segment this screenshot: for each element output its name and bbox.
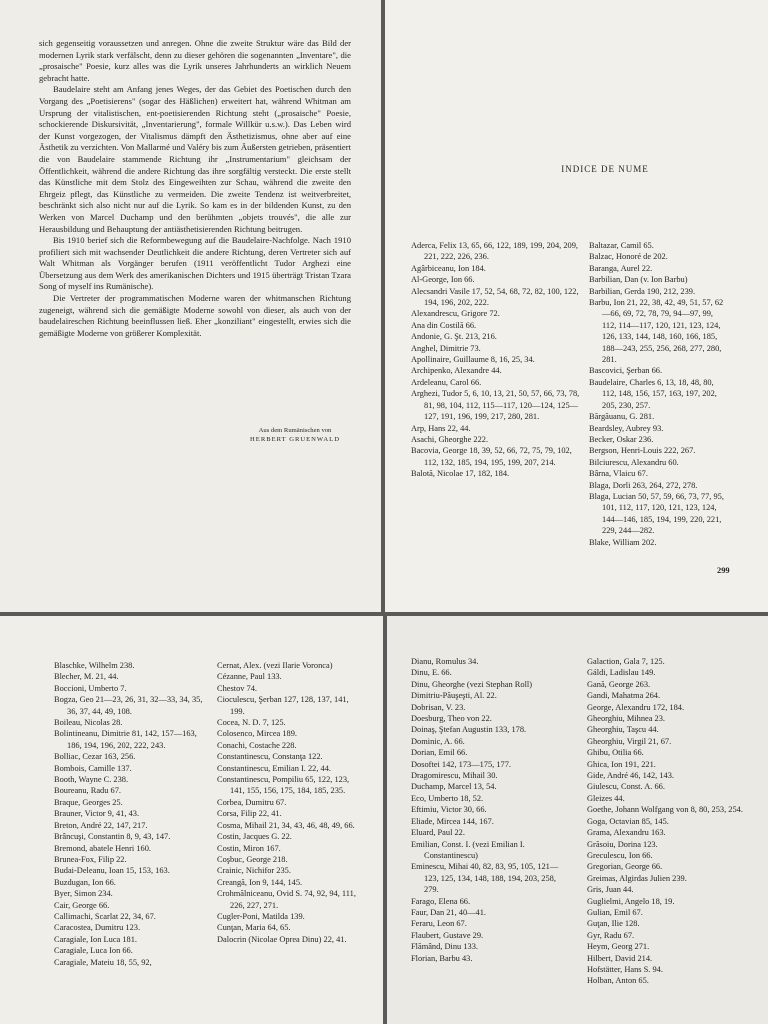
- index-page-top: [385, 0, 768, 612]
- index-entry: Farago, Elena 66.: [411, 896, 471, 906]
- index-entry: Gană, George 263.: [587, 679, 651, 689]
- index-entry: Grama, Alexandru 163.: [587, 828, 666, 838]
- index-entry: Boureanu, Radu 67.: [54, 786, 121, 796]
- index-entry: Dorian, Emil 66.: [411, 748, 468, 758]
- index-entry: Bolliac, Cezar 163, 256.: [54, 752, 136, 762]
- index-entry: Bogza, Geo 21—23, 26, 31, 32—33, 34, 35, 36, 37, 44, 49, 108.: [54, 695, 203, 716]
- index-entry: Baudelaire, Charles 6, 13, 18, 48, 80, 112, 148, 156, 157, 163, 197, 202, 205, 230, 257.: [589, 377, 717, 410]
- index-entry: Callimachi, Scarlat 22, 34, 67.: [54, 911, 156, 921]
- index-column-right: [217, 660, 363, 945]
- paragraph: Baudelaire steht am Anfang jenes Weges, der das Gebiet des Poetischen durch den Vorgang des „Poetisierens" (sogar des Häßlichen) erweitert hat, während Whitman am Ursprung der vitalistischen, ent-poetisierenden Richtung steht („prosaische" Poesie, schockierende Diskursivität, „Inventarierung", formale Willkür u.s.w.). Das Leben wird der Kunst vorgezogen, der Vitalismus dämpft den Ästhetizismus, ohne aber auf eine Ästhetik zu verzichten. Von Mallarmé und Valéry bis zum Äußersten getrieben, präsentiert die von Baudelaire stammende Richtung ihr „Instrumentarium" gleichsam der Öffentlichkeit, während die andere Richtung das ihre sorgfältig versteckt. Die erste stellt das Künstliche mit dem Stolz des Eingeweihten zur Schau, während die zweite den Ehrgeiz pflegt, das Künstliche zu vermeiden. Die zweite Tendenz ist weitverbreitet, beschränkt sich also nicht nur auf die Lyrik. So kam es in der bildenden Kunst, zu den Werken von Marcel Duchamp und den berühmten „objets trouvés", die alle zur Herausbildung und Behauptung der antiästhetisierenden Richtung beitrugen.: [39, 84, 351, 234]
- index-entry: Barbilian, Gerda 190, 212, 239.: [589, 286, 696, 296]
- page-number: 299: [717, 566, 730, 575]
- index-entry: Guglielmi, Angelo 18, 19.: [587, 896, 675, 906]
- index-entry: Doesburg, Theo von 22.: [411, 714, 492, 724]
- index-entry: Galaction, Gala 7, 125.: [587, 657, 665, 666]
- index-entry: Guţan, Ilie 128.: [587, 919, 640, 929]
- prose-page: [0, 0, 381, 612]
- index-entry: Booth, Wayne C. 238.: [54, 775, 129, 785]
- index-entry: Blaga, Dorli 263, 264, 272, 278.: [589, 480, 698, 490]
- index-entry: Eliade, Mircea 144, 167.: [411, 816, 494, 826]
- index-entry: Beardsley, Aubrey 93.: [589, 423, 664, 433]
- index-page-bottom-left: [0, 616, 383, 1024]
- index-entry: Brunea-Fox, Filip 22.: [54, 854, 127, 864]
- index-entry: Aderca, Felix 13, 65, 66, 122, 189, 199, 204, 209, 221, 222, 226, 236.: [411, 241, 579, 262]
- index-entry: Cair, George 66.: [54, 900, 110, 910]
- index-entry: Costin, Miron 167.: [217, 843, 281, 853]
- paragraph: sich gegenseitig voraussetzen und anregen. Ohne die zweite Struktur wäre das Bild der modernen Lyrik stark verfälscht, denn zu dieser gehören die sogenannten „Inventare", die „prosaische" Poesie, kurz alles was die Lyrik unseres Jahrhunderts an wirklich Neuem gebracht hatte.: [39, 38, 351, 83]
- index-entry: Bilciurescu, Alexandru 60.: [589, 457, 679, 467]
- index-column-left: [411, 240, 583, 480]
- translator-name: HERBERT GRUENWALD: [250, 435, 340, 443]
- index-entry: Byer, Simon 234.: [54, 889, 113, 899]
- index-entry: Dinu, E. 66.: [411, 668, 452, 678]
- index-entry: Al-George, Ion 66.: [411, 275, 475, 285]
- index-entry: George, Alexandru 172, 184.: [587, 702, 685, 712]
- index-entry: Costin, Jacques G. 22.: [217, 832, 292, 842]
- index-entry: Eco, Umberto 18, 52.: [411, 793, 484, 803]
- index-entry: Barbu, Ion 21, 22, 38, 42, 49, 51, 57, 62—66, 69, 72, 78, 79, 94—97, 99, 112, 114—117, 120, 121, 123, 124, 126, 133, 144, 148, 160, 166, 185, 188—243, 255, 256, 268, 277, 280, 281.: [589, 298, 724, 365]
- index-entry: Caragiale, Mateiu 18, 55, 92,: [54, 957, 152, 967]
- index-entry: Boccioni, Umberto 7.: [54, 683, 127, 693]
- index-entry: Bărgăuanu, G. 281.: [589, 412, 655, 422]
- index-entry: Boileau, Nicolas 28.: [54, 718, 123, 728]
- index-entry: Colosenco, Mircea 189.: [217, 729, 298, 739]
- index-entry: Dimitriu-Păuşeşti, Al. 22.: [411, 691, 497, 701]
- index-entry: Asachi, Gheorghe 222.: [411, 434, 489, 444]
- index-entry: Bârna, Vlaicu 67.: [589, 469, 648, 479]
- index-entry: Andonie, G. Şt. 213, 216.: [411, 332, 497, 342]
- index-entry: Greimas, Algirdas Julien 239.: [587, 873, 687, 883]
- index-entry: Cernat, Alex. (vezi Ilarie Voronca): [217, 661, 333, 670]
- index-entry: Gheorghiu, Virgil 21, 67.: [587, 736, 672, 746]
- index-entry: Greculescu, Ion 66.: [587, 850, 653, 860]
- index-entry: Corsa, Filip 22, 41.: [217, 809, 282, 819]
- index-entry: Baltazar, Camil 65.: [589, 241, 654, 250]
- index-entry: Braque, Georges 25.: [54, 797, 123, 807]
- index-entry: Emilian, Const. I. (vezi Emilian I. Constantinescu): [411, 839, 525, 860]
- index-column-right: [589, 240, 729, 548]
- index-entry: Constantinescu, Emilian I. 22, 44.: [217, 763, 331, 773]
- index-entry: Alexandrescu, Grigore 72.: [411, 309, 500, 319]
- index-entry: Becker, Oskar 236.: [589, 434, 654, 444]
- index-entry: Blaschke, Wilhelm 238.: [54, 661, 135, 670]
- index-entry: Arp, Hans 22, 44.: [411, 423, 471, 433]
- index-column-right: [587, 656, 757, 987]
- index-entry: Gheorghiu, Taşcu 44.: [587, 725, 659, 735]
- translator-credit: [200, 427, 381, 444]
- index-entry: Bremond, abatele Henri 160.: [54, 843, 151, 853]
- index-entry: Cugler-Poni, Matilda 139.: [217, 911, 305, 921]
- index-entry: Dragomirescu, Mihail 30.: [411, 771, 498, 781]
- index-entry: Balotă, Nicolae 17, 182, 184.: [411, 469, 510, 479]
- index-entry: Gandi, Mahatma 264.: [587, 691, 661, 701]
- index-page-bottom-right: [387, 616, 768, 1024]
- index-entry: Gáldi, Ladislau 149.: [587, 668, 656, 678]
- index-entry: Constantinescu, Constanţa 122.: [217, 752, 323, 762]
- index-entry: Doinaş, Ştefan Augustin 133, 178.: [411, 725, 527, 735]
- index-entry: Gris, Juan 44.: [587, 885, 634, 895]
- index-entry: Ana din Costilă 66.: [411, 320, 477, 330]
- index-entry: Bascovici, Şerban 66.: [589, 366, 663, 376]
- index-entry: Eminescu, Mihai 40, 82, 83, 95, 105, 121—123, 125, 134, 148, 188, 194, 203, 258, 279.: [411, 862, 559, 895]
- index-entry: Archipenko, Alexandre 44.: [411, 366, 502, 376]
- index-entry: Bergson, Henri-Louis 222, 267.: [589, 446, 696, 456]
- index-entry: Arghezi, Tudor 5, 6, 10, 13, 21, 50, 57, 66, 73, 78, 81, 98, 104, 112, 115—117, 120—124, 125—127, 191, 196, 199, 217, 280, 281.: [411, 389, 580, 422]
- index-entry: Gheorghiu, Mihnea 23.: [587, 714, 666, 724]
- index-entry: Gregorian, George 66.: [587, 862, 663, 872]
- index-entry: Feraru, Leon 67.: [411, 919, 467, 929]
- index-entry: Bolintineanu, Dimitrie 81, 142, 157—163, 186, 194, 196, 202, 222, 243.: [54, 729, 197, 750]
- index-entry: Goethe, Johann Wolfgang von 8, 80, 253, 254.: [587, 805, 743, 815]
- index-entry: Gyr, Radu 67.: [587, 930, 635, 940]
- index-entry: Faur, Dan 21, 40—41.: [411, 907, 487, 917]
- index-entry: Gide, André 46, 142, 143.: [587, 771, 674, 781]
- index-entry: Budai-Deleanu, Ioan 15, 153, 163.: [54, 866, 170, 876]
- index-entry: Buzdugan, Ion 66.: [54, 877, 116, 887]
- index-entry: Cunţan, Maria 64, 65.: [217, 923, 291, 933]
- index-entry: Brauner, Victor 9, 41, 43.: [54, 809, 140, 819]
- index-entry: Apollinaire, Guillaume 8, 16, 25, 34.: [411, 355, 535, 365]
- index-entry: Dinu, Gheorghe (vezi Stephan Roll): [411, 679, 533, 689]
- index-entry: Gulian, Emil 67.: [587, 907, 643, 917]
- index-entry: Florian, Barbu 43.: [411, 953, 473, 963]
- index-entry: Blaga, Lucian 50, 57, 59, 66, 73, 77, 95, 101, 112, 117, 120, 121, 123, 124, 144—146, 185, 194, 199, 220, 221, 229, 244—282.: [589, 491, 724, 536]
- index-entry: Cioculescu, Şerban 127, 128, 137, 141, 199.: [217, 695, 349, 716]
- index-entry: Constantinescu, Pompiliu 65, 122, 123, 141, 155, 156, 175, 184, 185, 235.: [217, 775, 350, 796]
- index-entry: Dosoftei 142, 173—175, 177.: [411, 759, 512, 769]
- index-entry: Conachi, Costache 228.: [217, 740, 297, 750]
- index-entry: Giulescu, Const. A. 66.: [587, 782, 665, 792]
- index-entry: Flaubert, Gustave 29.: [411, 930, 484, 940]
- index-entry: Caragiale, Luca Ion 66.: [54, 946, 133, 956]
- index-entry: Dominic, A. 66.: [411, 736, 465, 746]
- index-entry: Cocea, N. D. 7, 125.: [217, 718, 286, 728]
- index-entry: Bacovia, George 18, 39, 52, 66, 72, 75, 79, 102, 112, 132, 185, 194, 195, 199, 207, 214.: [411, 446, 572, 467]
- translator-credit-line: Aus dem Rumänischen von: [258, 427, 332, 434]
- index-entry: Caracostea, Dumitru 123.: [54, 923, 141, 933]
- index-entry: Grăsoiu, Dorina 123.: [587, 839, 658, 849]
- index-entry: Cézanne, Paul 133.: [217, 672, 282, 682]
- index-entry: Corbea, Dumitru 67.: [217, 797, 287, 807]
- index-entry: Agârbiceanu, Ion 184.: [411, 263, 486, 273]
- index-entry: Eftimiu, Victor 30, 66.: [411, 805, 487, 815]
- paragraph: Die Vertreter der programmatischen Moderne waren der whitmanschen Richtung zugeneigt, während sich die gemäßigte Moderne sowohl von dieser, als auch von der baudelaireschen Richtung beeinflussen ließ. Eher „konziliant" eingestellt, erwies sich die gemäßigte Moderne von größerer Komplexität.: [39, 293, 351, 338]
- paragraph: Bis 1910 berief sich die Reformbewegung auf die Baudelaire-Nachfolge. Nach 1910 profiliert sich mit wachsender Deutlichkeit die andere Richtung, deren Vertreter sich auf Walt Whitman als Vorgänger berufen (1911 veröffentlicht Tudor Arghezi eine Übersetzung aus dem Werk des amerikanischen Dichters und 1915 überträgt Tristan Tzara Song of myself ins Rumänische).: [39, 235, 351, 292]
- index-entry: Crainic, Nichifor 235.: [217, 866, 291, 876]
- index-entry: Alecsandri Vasile 17, 52, 54, 68, 72, 82, 100, 122, 194, 196, 202, 222.: [411, 286, 579, 308]
- index-entry: Dalocrin (Nicolae Oprea Dinu) 22, 41.: [217, 934, 347, 944]
- index-title: INDICE DE NUME: [561, 164, 649, 174]
- index-entry: Chestov 74.: [217, 683, 258, 693]
- index-entry: Dianu, Romulus 34.: [411, 657, 479, 666]
- index-entry: Blake, William 202.: [589, 537, 657, 547]
- index-entry: Ghica, Ion 191, 221.: [587, 759, 656, 769]
- index-entry: Brâncuşi, Constantin 8, 9, 43, 147.: [54, 832, 171, 842]
- index-entry: Anghel, Dimitrie 73.: [411, 343, 481, 353]
- index-entry: Baranga, Aurel 22.: [589, 263, 653, 273]
- index-entry: Hilbert, David 214.: [587, 953, 653, 963]
- index-entry: Cosma, Mihail 21, 34, 43, 46, 48, 49, 66.: [217, 820, 355, 830]
- index-column-left: [54, 660, 204, 968]
- index-entry: Ghibu, Otilia 66.: [587, 748, 644, 758]
- index-entry: Breton, André 22, 147, 217.: [54, 820, 148, 830]
- index-entry: Heym, Georg 271.: [587, 942, 650, 952]
- index-entry: Bombois, Camille 137.: [54, 763, 132, 773]
- index-entry: Duchamp, Marcel 13, 54.: [411, 782, 497, 792]
- index-entry: Gleizes 44.: [587, 793, 625, 803]
- prose-text: [39, 38, 351, 339]
- index-entry: Blecher, M. 21, 44.: [54, 672, 119, 682]
- index-entry: Flămând, Dinu 133.: [411, 942, 478, 952]
- index-entry: Caragiale, Ion Luca 181.: [54, 934, 138, 944]
- index-entry: Coşbuc, George 218.: [217, 854, 288, 864]
- index-entry: Dobrisan, V. 23.: [411, 702, 466, 712]
- index-entry: Ardeleanu, Carol 66.: [411, 377, 482, 387]
- index-entry: Holban, Anton 65.: [587, 976, 649, 986]
- index-entry: Eluard, Paul 22.: [411, 828, 465, 838]
- index-entry: Barbilian, Dan (v. Ion Barbu): [589, 275, 688, 285]
- index-entry: Creangă, Ion 9, 144, 145.: [217, 877, 303, 887]
- index-entry: Goga, Octavian 85, 145.: [587, 816, 669, 826]
- index-entry: Balzac, Honoré de 202.: [589, 252, 668, 262]
- index-entry: Hofstätter, Hans S. 94.: [587, 964, 663, 974]
- index-column-left: [411, 656, 571, 964]
- index-entry: Crohmălniceanu, Ovid S. 74, 92, 94, 111, 226, 227, 271.: [217, 889, 356, 910]
